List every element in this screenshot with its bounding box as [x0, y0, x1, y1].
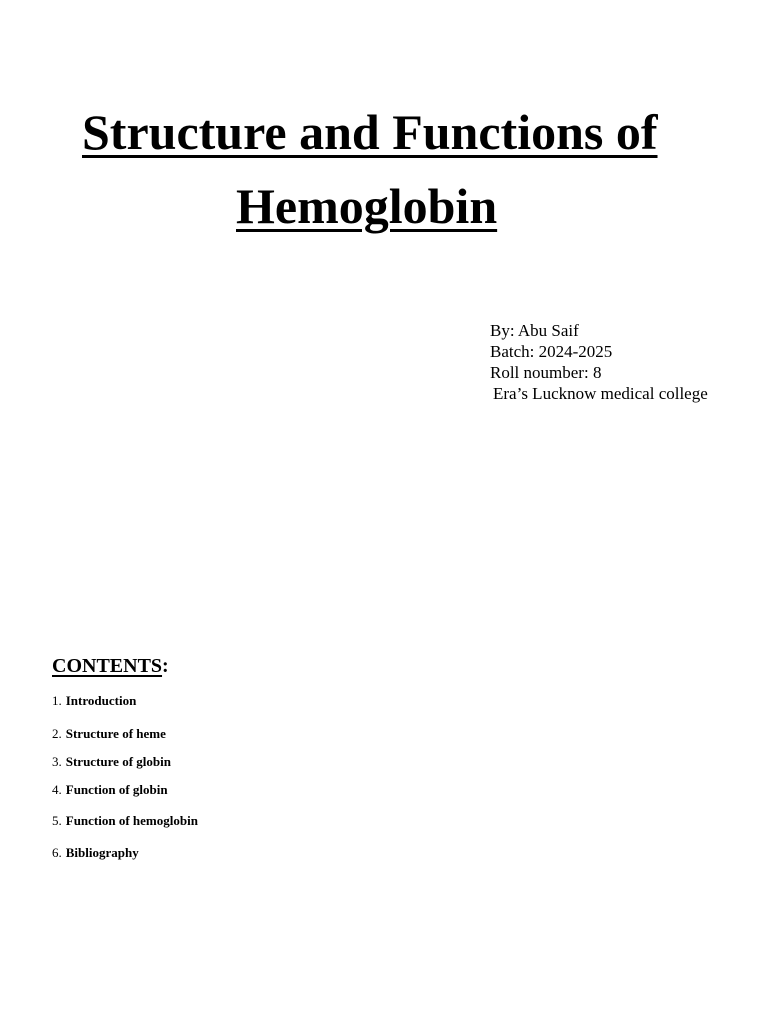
toc-item-number: 5.	[52, 813, 62, 828]
author-block	[490, 320, 708, 404]
toc-item	[52, 726, 166, 742]
toc-item-number: 4.	[52, 782, 62, 797]
contents-heading	[52, 654, 169, 678]
toc-item-label: Structure of heme	[65, 726, 166, 741]
toc-item-number: 6.	[52, 845, 62, 860]
author-name: By: Abu Saif	[490, 321, 579, 340]
toc-item-number: 2.	[52, 726, 62, 741]
toc-item-label: Introduction	[65, 693, 137, 708]
toc-item	[52, 813, 198, 829]
toc-item-label: Structure of globin	[65, 754, 171, 769]
document-title-line-1: Structure and Functions of	[82, 104, 658, 160]
toc-item-number: 3.	[52, 754, 62, 769]
author-roll-number: Roll noumber: 8	[490, 363, 602, 382]
toc-item	[52, 845, 139, 861]
toc-item-number: 1.	[52, 693, 62, 708]
toc-item-label: Function of hemoglobin	[65, 813, 198, 828]
author-college: Era’s Lucknow medical college	[493, 384, 708, 403]
toc-item-label: Function of globin	[65, 782, 168, 797]
toc-item	[52, 754, 171, 770]
toc-item	[52, 782, 168, 798]
author-batch: Batch: 2024-2025	[490, 342, 613, 361]
toc-item-label: Bibliography	[65, 845, 139, 860]
toc-item	[52, 693, 136, 709]
contents-heading-text: CONTENTS	[52, 655, 163, 677]
contents-heading-colon: :	[162, 655, 169, 677]
document-title-line-2: Hemoglobin	[236, 178, 498, 234]
